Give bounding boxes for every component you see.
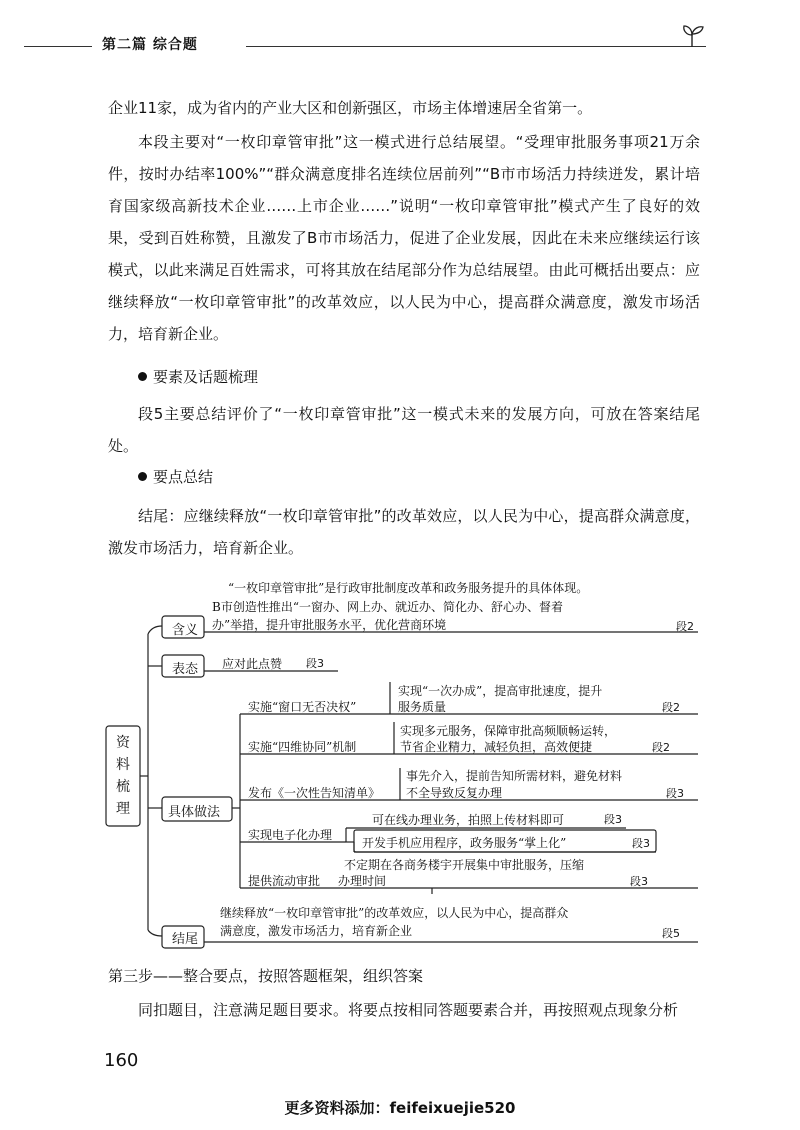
practice-item-4-sub-2: 开发手机应用程序，政务服务“掌上化” xyxy=(362,836,567,850)
meaning-seg: 段2 xyxy=(676,620,694,633)
header-rule-left xyxy=(24,46,92,47)
root-label: 资料梳理 xyxy=(116,735,130,817)
ending-label: 结尾 xyxy=(172,932,199,947)
practice-item-4-seg-1: 段3 xyxy=(604,813,622,826)
meaning-line-1: “一枚印章管审批”是行政审批制度改革和政务服务提升的具体体现。 xyxy=(228,581,589,595)
paragraph-ending: 结尾：应继续释放“一枚印章管审批”的改革效应，以人民为中心，提高群众满意度，激发市场活力，培育新企业。 xyxy=(108,507,700,557)
attitude-label: 表态 xyxy=(172,662,199,677)
bullet-dot-icon xyxy=(138,472,147,481)
bullet-label: 要素及话题梳理 xyxy=(153,368,259,386)
material-mindmap xyxy=(100,574,700,954)
ending-line-1: 继续释放“一枚印章管审批”的改革效应，以人民为中心，提高群众 xyxy=(220,906,569,920)
practice-item-1-right-2: 服务质量 xyxy=(398,700,447,714)
practice-item-3-seg: 段3 xyxy=(666,787,684,800)
ending-line-2: 满意度，激发市场活力，培育新企业 xyxy=(220,924,413,938)
practice-label: 具体做法 xyxy=(168,805,221,820)
practice-item-3-right-2: 不全导致反复办理 xyxy=(406,786,503,800)
practice-item-1-left: 实施“窗口无否决权” xyxy=(248,700,357,714)
meaning-line-3: 办”举措，提升审批服务水平，优化营商环境 xyxy=(212,618,447,632)
footer-note: 更多资料添加：feifeixuejie520 xyxy=(284,1099,516,1117)
practice-item-1-seg: 段2 xyxy=(662,701,680,714)
practice-item-2-right-1: 实现多元服务，保障审批高频顺畅运转， xyxy=(400,724,617,738)
paragraph-summary: 段5主要总结评价了“一枚印章管审批”这一模式未来的发展方向，可放在答案结尾处。 xyxy=(108,405,700,455)
practice-item-5-right-1: 不定期在各商务楼宇开展集中审批服务，压缩 xyxy=(344,858,585,872)
meaning-label: 含义 xyxy=(172,623,199,638)
bullet-dot-icon xyxy=(138,372,147,381)
practice-item-4-seg-2: 段3 xyxy=(632,837,650,850)
section-title: 第二篇 综合题 xyxy=(102,37,198,53)
paragraph-analysis: 本段主要对“一枚印章管审批”这一模式进行总结展望。“受理审批服务事项21万余件，按时办结率100%”“群众满意度排名连续位居前列”“B市市场活力持续迸发，累计培育国家级高新技术企业……上市企业……”说明“一枚印章管审批”模式产生了良好的效果，受到百姓称赞，且激发了B市市场活力，促进了企业发展，因此在未来应继续运行该模式，以此来满足百姓需求，可将其放在结尾部分作为总结展望。由此可概括出要点：应继续释放“一枚印章管审批”的改革效应，以人民为中心，提高群众满意度，激发市场活力，培育新企业。 xyxy=(108,133,700,343)
ending-seg: 段5 xyxy=(662,927,680,940)
practice-item-5-right-2: 办理时间 xyxy=(338,874,387,888)
practice-item-2-left: 实施“四维协同”机制 xyxy=(248,740,357,754)
step-heading: 第三步——整合要点，按照答题框架，组织答案 xyxy=(108,967,424,985)
header-rule-right xyxy=(246,46,706,47)
practice-item-5-left: 提供流动审批 xyxy=(248,874,321,888)
meaning-line-2: B市创造性推出“一窗办、网上办、就近办、简化办、舒心办、督着 xyxy=(212,600,563,614)
bullet-topic-sorting xyxy=(138,365,258,389)
attitude-text: 应对此点赞 xyxy=(222,657,283,671)
practice-item-3-right-1: 事先介入，提前告知所需材料，避免材料 xyxy=(406,769,623,783)
page-number: 160 xyxy=(104,1050,139,1071)
bullet-label: 要点总结 xyxy=(153,468,214,486)
practice-item-3-left: 发布《一次性告知清单》 xyxy=(248,786,381,800)
practice-item-1-right-1: 实现“一次办成”，提高审批速度，提升 xyxy=(398,684,603,698)
practice-item-2-right-2: 节省企业精力，减轻负担，高效便捷 xyxy=(400,740,593,754)
practice-item-2-seg: 段2 xyxy=(652,741,670,754)
practice-item-4-sub-1: 可在线办理业务，拍照上传材料即可 xyxy=(372,813,565,827)
attitude-seg: 段3 xyxy=(306,657,324,670)
practice-item-4-left: 实现电子化办理 xyxy=(248,828,333,842)
bullet-key-points xyxy=(138,465,213,489)
paragraph-intro-tail: 企业11家，成为省内的产业大区和创新强区，市场主体增速居全省第一。 xyxy=(108,99,593,117)
running-header xyxy=(24,34,704,56)
paragraph-step3: 同扣题目，注意满足题目要求。将要点按相同答题要素合并，再按照观点现象分析 xyxy=(138,1001,679,1019)
practice-item-5-seg: 段3 xyxy=(630,875,648,888)
sprout-icon xyxy=(680,22,706,48)
